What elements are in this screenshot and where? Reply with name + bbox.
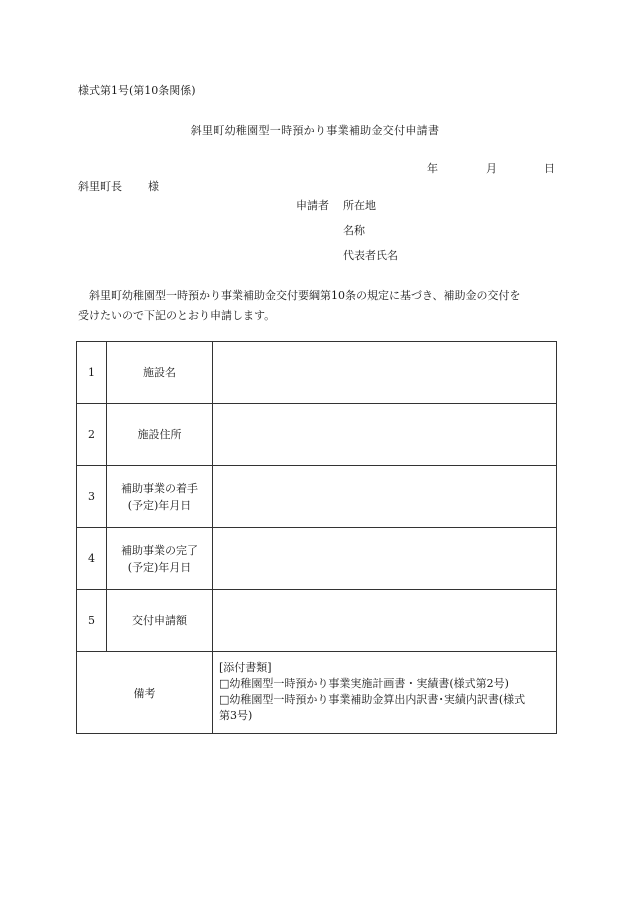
attachment-item-breakdown-cont: 第3号) xyxy=(219,709,253,722)
intro-line-1: 斜里町幼稚園型一時預かり事業補助金交付要綱第10条の規定に基づき、補助金の交付を xyxy=(89,289,521,302)
row-label-line: 施設名 xyxy=(143,366,176,379)
application-table xyxy=(76,341,557,734)
row-label-line: 補助事業の完了 xyxy=(121,543,198,557)
row-number: 4 xyxy=(77,528,107,590)
applicant-representative-label: 代表者氏名 xyxy=(343,249,398,262)
row-number: 1 xyxy=(77,342,107,404)
row-label xyxy=(107,528,213,590)
table-row xyxy=(77,466,557,528)
table-row xyxy=(77,528,557,590)
date-month-label: 月 xyxy=(486,162,497,175)
form-number: 様式第1号(第10条関係) xyxy=(78,84,196,97)
row-number: 5 xyxy=(77,590,107,652)
row-number: 3 xyxy=(77,466,107,528)
row-label xyxy=(107,466,213,528)
addressee-name: 斜里町長 xyxy=(78,180,122,193)
intro-line-2: 受けたいので下記のとおり申請します。 xyxy=(78,309,276,322)
remarks-row xyxy=(77,652,557,734)
remarks-label: 備考 xyxy=(77,652,213,734)
intro-paragraph xyxy=(78,286,558,326)
applicant-label: 申請者 xyxy=(296,199,329,212)
row-label xyxy=(107,404,213,466)
row-label xyxy=(107,590,213,652)
requested-amount-field[interactable] xyxy=(213,590,557,652)
date-year-label: 年 xyxy=(427,162,438,175)
addressee-honorific: 様 xyxy=(148,180,159,193)
attachment-item-breakdown[interactable]: □幼稚園型一時預かり事業補助金算出内訳書･実績内訳書(様式 xyxy=(219,693,526,706)
row-label-line: (予定)年月日 xyxy=(127,560,192,574)
row-label xyxy=(107,342,213,404)
table-row xyxy=(77,342,557,404)
completion-date-field[interactable] xyxy=(213,528,557,590)
table-row xyxy=(77,404,557,466)
attachment-item-plan[interactable]: □幼稚園型一時預かり事業実施計画書・実績書(様式第2号) xyxy=(219,677,509,690)
row-label-line: (予定)年月日 xyxy=(127,498,192,512)
facility-address-field[interactable] xyxy=(213,404,557,466)
applicant-name-label: 名称 xyxy=(343,224,365,237)
remarks-heading: [添付書類] xyxy=(219,661,272,674)
row-label-line: 補助事業の着手 xyxy=(121,481,198,495)
facility-name-field[interactable] xyxy=(213,342,557,404)
table-row xyxy=(77,590,557,652)
start-date-field[interactable] xyxy=(213,466,557,528)
document-title: 斜里町幼稚園型一時預かり事業補助金交付申請書 xyxy=(190,124,440,137)
row-label-line: 施設住所 xyxy=(137,428,182,441)
date-day-label: 日 xyxy=(544,162,555,175)
remarks-cell xyxy=(213,652,557,734)
row-number: 2 xyxy=(77,404,107,466)
row-label-line: 交付申請額 xyxy=(132,614,187,627)
applicant-location-label: 所在地 xyxy=(343,199,376,212)
